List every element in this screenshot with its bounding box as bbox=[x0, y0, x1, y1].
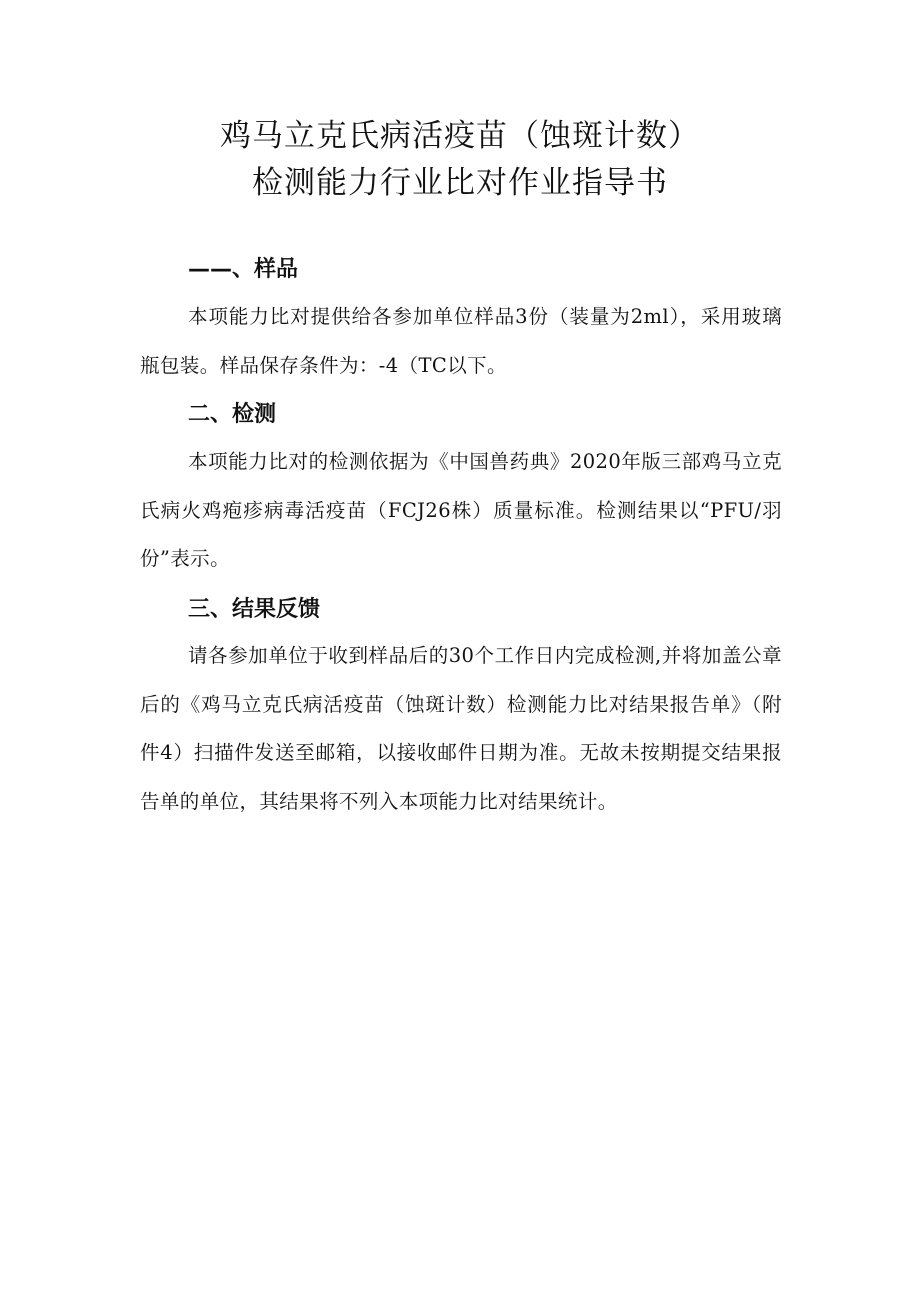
section-heading-feedback: 三、结果反馈 bbox=[188, 597, 321, 622]
section-heading-sample: ——、样品 bbox=[188, 257, 299, 282]
section-body-testing: 本项能力比对的检测依据为《中国兽药典》2020年版三部鸡马立克氏病火鸡疱疹病毒活疫苗（FCJ26株）质量标准。检测结果以“PFU/羽份”表示。 bbox=[140, 450, 782, 571]
section-heading-testing: 二、检测 bbox=[188, 402, 277, 427]
document-title-line-2: 检测能力行业比对作业指导书 bbox=[252, 165, 668, 201]
section-body-sample: 本项能力比对提供给各参加单位样品3份（装量为2ml），采用玻璃瓶包装。样品保存条件为：-4（TC以下。 bbox=[140, 305, 782, 377]
document-title-line-1: 鸡马立克氏病活疫苗（蚀斑计数） bbox=[220, 118, 700, 154]
section-body-feedback: 请各参加单位于收到样品后的30个工作日内完成检测,并将加盖公章后的《鸡马立克氏病活疫苗（蚀斑计数）检测能力比对结果报告单》（附件4）扫描件发送至邮箱，以接收邮件日期为准。无故未按期提交结果报告单的单位，其结果将不列入本项能力比对结果统计。 bbox=[140, 644, 782, 814]
